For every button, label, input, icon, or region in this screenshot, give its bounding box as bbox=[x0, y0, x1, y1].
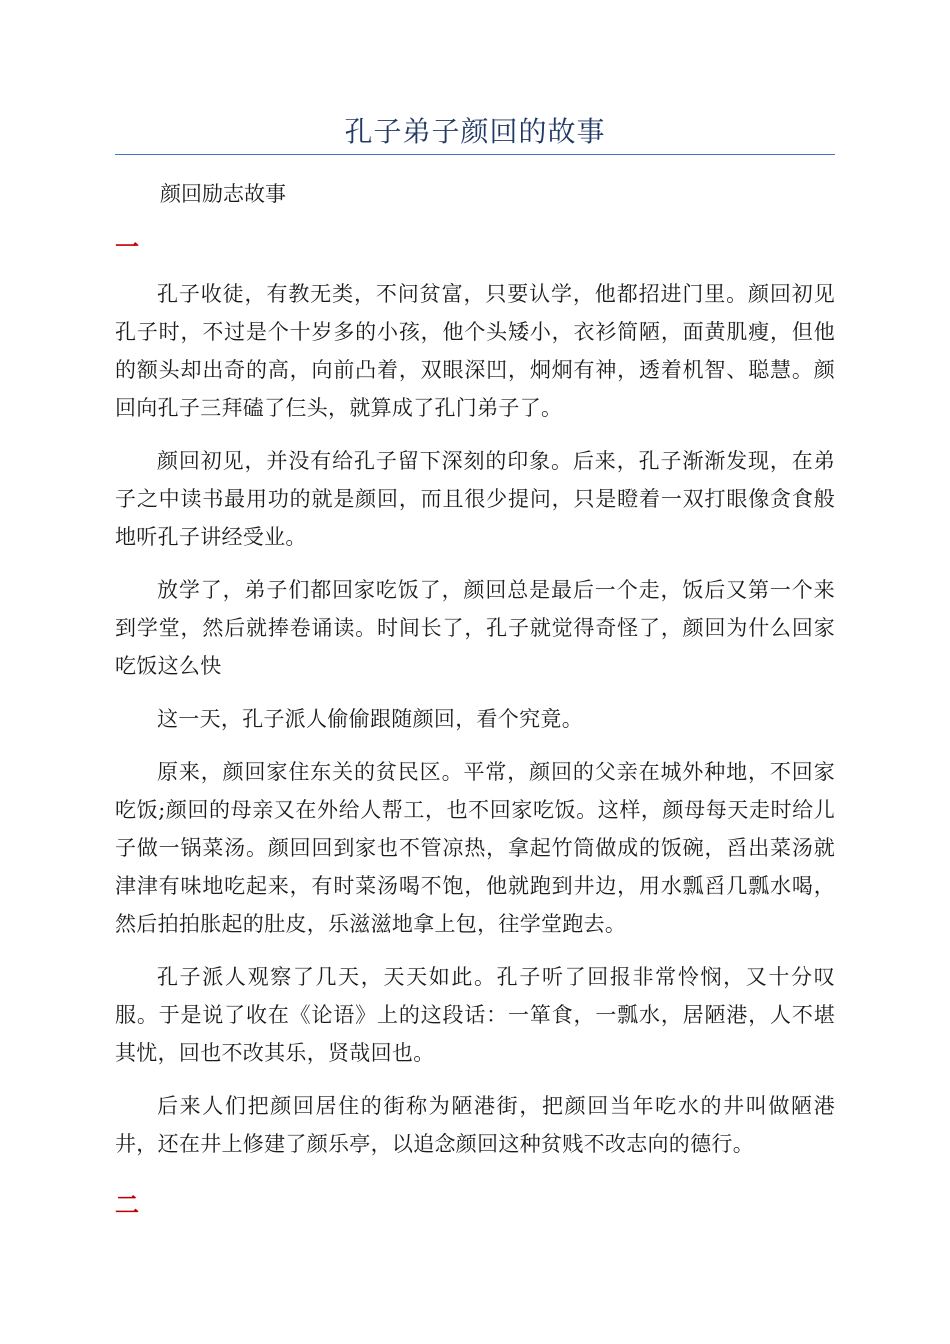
paragraph: 后来人们把颜回居住的街称为陋港街，把颜回当年吃水的井叫做陋港井，还在井上修建了颜乐亭，以追念颜回这种贫贱不改志向的德行。 bbox=[115, 1094, 835, 1156]
paragraph: 孔子收徒，有教无类，不问贫富，只要认学，他都招进门里。颜回初见孔子时，不过是个十岁多的小孩，他个头矮小，衣衫简陋，面黄肌瘦，但他的额头却出奇的高，向前凸着，双眼深凹，炯炯有神，透着机智、聪慧。颜回向孔子三拜磕了仨头，就算成了孔门弟子了。 bbox=[115, 282, 835, 420]
document-title: 孔子弟子颜回的故事 bbox=[344, 115, 606, 148]
title-underline bbox=[115, 154, 835, 155]
section-marker-1: 一 bbox=[115, 232, 139, 261]
section-marker-2: 二 bbox=[115, 1190, 139, 1219]
paragraph: 孔子派人观察了几天，天天如此。孔子听了回报非常怜悯，又十分叹服。于是说了收在《论语》上的这段话：一箪食，一瓢水，居陋港，人不堪其忧，回也不改其乐，贤哉回也。 bbox=[115, 965, 835, 1065]
document-subtitle: 颜回励志故事 bbox=[160, 182, 286, 206]
paragraph: 放学了，弟子们都回家吃饭了，颜回总是最后一个走，饭后又第一个来到学堂，然后就捧卷诵读。时间长了，孔子就觉得奇怪了，颜回为什么回家吃饭这么快 bbox=[115, 578, 835, 678]
paragraph: 颜回初见，并没有给孔子留下深刻的印象。后来，孔子渐渐发现，在弟子之中读书最用功的就是颜回，而且很少提问，只是瞪着一双打眼像贪食般地听孔子讲经受业。 bbox=[115, 449, 835, 549]
paragraph: 原来，颜回家住东关的贫民区。平常，颜回的父亲在城外种地，不回家吃饭;颜回的母亲又在外给人帮工，也不回家吃饭。这样，颜母每天走时给儿子做一锅菜汤。颜回回到家也不管凉热，拿起竹筒做成的饭碗，舀出菜汤就津津有味地吃起来，有时菜汤喝不饱，他就跑到井边，用水瓢舀几瓢水喝，然后拍拍胀起的肚皮，乐滋滋地拿上包，往学堂跑去。 bbox=[115, 760, 835, 936]
paragraph: 这一天，孔子派人偷偷跟随颜回，看个究竟。 bbox=[157, 707, 583, 731]
document-body bbox=[115, 275, 835, 1178]
